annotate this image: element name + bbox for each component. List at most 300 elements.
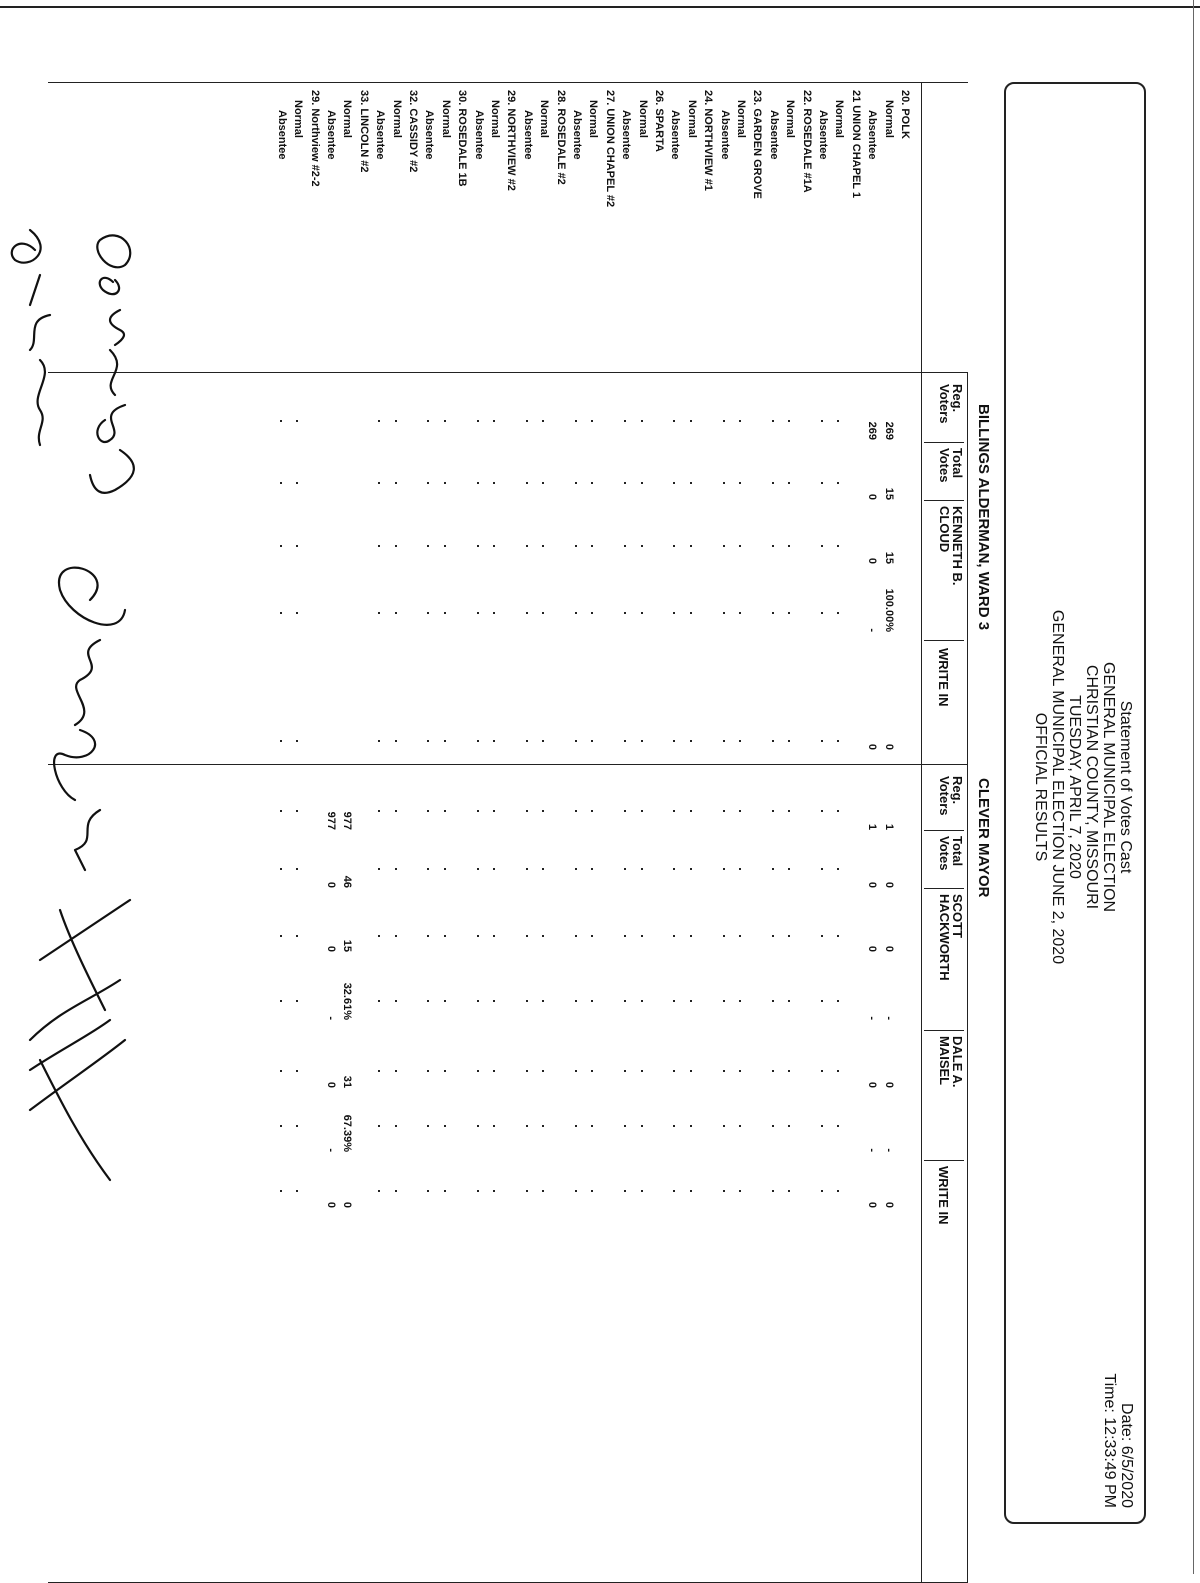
empty-cell-dot: [542, 810, 544, 812]
empty-cell-dot: [673, 740, 675, 742]
empty-cell-dot: [444, 1125, 446, 1127]
empty-cell-dot: [526, 1190, 528, 1192]
empty-cell-dot: [624, 1070, 626, 1072]
empty-cell-dot: [624, 482, 626, 484]
billings-polk-normal-cloud: 15: [882, 551, 895, 564]
precinct-heading: 21 UNION CHAPEL 1: [849, 90, 862, 198]
precinct-subrow-label: Absentee: [767, 110, 780, 160]
empty-cell-dot: [296, 1125, 298, 1127]
empty-cell-dot: [591, 868, 593, 870]
empty-cell-dot: [837, 482, 839, 484]
empty-cell-dot: [772, 868, 774, 870]
empty-cell-dot: [641, 740, 643, 742]
precinct-heading: 30. ROSEDALE 1B: [456, 90, 469, 187]
empty-cell-dot: [673, 935, 675, 937]
empty-cell-dot: [821, 810, 823, 812]
empty-cell-dot: [395, 868, 397, 870]
clever-polk-absentee-total: 0: [866, 881, 879, 888]
empty-cell-dot: [723, 868, 725, 870]
empty-cell-dot: [624, 868, 626, 870]
empty-cell-dot: [641, 545, 643, 547]
empty-cell-dot: [673, 545, 675, 547]
empty-cell-dot: [673, 612, 675, 614]
empty-cell-dot: [772, 1125, 774, 1127]
empty-cell-dot: [395, 810, 397, 812]
billings-polk-absentee-total: 0: [866, 493, 879, 500]
empty-cell-dot: [641, 1000, 643, 1002]
empty-cell-dot: [444, 482, 446, 484]
clever-lincoln-normal-hackworth-pct: 32.61%: [341, 982, 354, 1020]
precinct-subrow-label: Normal: [735, 100, 747, 138]
clever-candidate-hackworth-header: SCOTT HACKWORTH: [937, 894, 965, 981]
clever-polk-normal-maisel-pct: -: [882, 1148, 895, 1152]
clever-lincoln-normal-reg: 977: [341, 811, 354, 830]
empty-cell-dot: [493, 545, 495, 547]
empty-cell-dot: [526, 1070, 528, 1072]
clever-lincoln-absentee-maisel-pct: -: [325, 1148, 337, 1152]
col-sep: [924, 1160, 964, 1161]
precinct-subrow-label: Normal: [882, 100, 895, 138]
empty-cell-dot: [821, 1070, 823, 1072]
empty-cell-dot: [477, 935, 479, 937]
empty-cell-dot: [591, 482, 593, 484]
billings-polk-normal-reg: 269: [882, 421, 895, 440]
empty-cell-dot: [641, 1125, 643, 1127]
clever-polk-absentee-hackworth: 0: [866, 945, 879, 952]
precinct-heading: 20. POLK: [899, 90, 911, 139]
empty-cell-dot: [296, 868, 298, 870]
header-line-4: TUESDAY, APRIL 7, 2020: [1066, 695, 1083, 879]
empty-cell-dot: [739, 810, 741, 812]
precinct-subrow-label: Absentee: [620, 110, 633, 160]
empty-cell-dot: [444, 740, 446, 742]
empty-cell-dot: [526, 612, 528, 614]
empty-cell-dot: [575, 612, 577, 614]
empty-cell-dot: [641, 482, 643, 484]
clever-reg-voters-header: Reg. Voters: [937, 776, 965, 816]
empty-cell-dot: [378, 810, 380, 812]
empty-cell-dot: [575, 1070, 577, 1072]
empty-cell-dot: [493, 740, 495, 742]
clever-polk-normal-total: 0: [882, 881, 895, 888]
empty-cell-dot: [296, 612, 298, 614]
precinct-subrow-label: Absentee: [571, 110, 583, 160]
precinct-subrow-label: Absentee: [521, 110, 534, 160]
empty-cell-dot: [837, 1000, 839, 1002]
precinct-subrow-label: Normal: [685, 100, 698, 138]
empty-cell-dot: [641, 810, 643, 812]
header-top-rule: [967, 372, 968, 1582]
empty-cell-dot: [526, 1000, 528, 1002]
empty-cell-dot: [542, 1000, 544, 1002]
precinct-heading: 32. CASSIDY #2: [407, 90, 419, 173]
empty-cell-dot: [739, 1000, 741, 1002]
clever-polk-absentee-hackworth-pct: -: [866, 1016, 879, 1020]
empty-cell-dot: [526, 1125, 528, 1127]
empty-cell-dot: [591, 740, 593, 742]
empty-cell-dot: [280, 482, 282, 484]
empty-cell-dot: [280, 740, 282, 742]
empty-cell-dot: [444, 1000, 446, 1002]
empty-cell-dot: [837, 868, 839, 870]
empty-cell-dot: [444, 810, 446, 812]
header-line-1: Statement of Votes Cast: [1117, 700, 1134, 874]
empty-cell-dot: [690, 482, 692, 484]
empty-cell-dot: [427, 810, 429, 812]
clever-write-in-header: WRITE IN: [936, 1166, 951, 1225]
empty-cell-dot: [477, 612, 479, 614]
empty-cell-dot: [739, 612, 741, 614]
empty-cell-dot: [788, 1070, 790, 1072]
billings-polk-absentee-cloud-pct: -: [866, 628, 879, 632]
empty-cell-dot: [739, 482, 741, 484]
empty-cell-dot: [591, 1125, 593, 1127]
precinct-heading: 33. LINCOLN #2: [357, 90, 370, 173]
empty-cell-dot: [837, 612, 839, 614]
race-title-clever: CLEVER MAYOR: [975, 778, 992, 898]
empty-cell-dot: [378, 740, 380, 742]
empty-cell-dot: [673, 1000, 675, 1002]
race-divider-1: [48, 372, 968, 373]
clever-candidate-maisel-header: DALE A. MAISEL: [937, 1036, 965, 1088]
empty-cell-dot: [493, 482, 495, 484]
empty-cell-dot: [690, 1070, 692, 1072]
empty-cell-dot: [526, 810, 528, 812]
col-sep: [924, 888, 964, 889]
empty-cell-dot: [723, 1070, 725, 1072]
empty-cell-dot: [575, 420, 577, 422]
billings-polk-absentee-cloud: 0: [866, 557, 879, 564]
empty-cell-dot: [444, 935, 446, 937]
empty-cell-dot: [739, 935, 741, 937]
empty-cell-dot: [772, 810, 774, 812]
empty-cell-dot: [739, 420, 741, 422]
empty-cell-dot: [493, 810, 495, 812]
report-time: Time: 12:33:49 PM: [1101, 1373, 1118, 1508]
empty-cell-dot: [821, 1190, 823, 1192]
clever-lincoln-absentee-maisel: 0: [325, 1081, 337, 1088]
empty-cell-dot: [739, 1125, 741, 1127]
empty-cell-dot: [378, 545, 380, 547]
clever-polk-absentee-maisel-pct: -: [866, 1148, 879, 1152]
empty-cell-dot: [591, 612, 593, 614]
empty-cell-dot: [723, 420, 725, 422]
precinct-subrow-label: Normal: [292, 100, 305, 138]
col-sep: [921, 500, 922, 640]
empty-cell-dot: [395, 935, 397, 937]
empty-cell-dot: [821, 482, 823, 484]
empty-cell-dot: [772, 1070, 774, 1072]
clever-polk-absentee-maisel: 0: [866, 1081, 879, 1088]
empty-cell-dot: [821, 740, 823, 742]
empty-cell-dot: [395, 1000, 397, 1002]
empty-cell-dot: [395, 1125, 397, 1127]
empty-cell-dot: [296, 420, 298, 422]
empty-cell-dot: [821, 420, 823, 422]
clever-lincoln-absentee-total: 0: [325, 881, 337, 888]
empty-cell-dot: [477, 868, 479, 870]
empty-cell-dot: [280, 935, 282, 937]
header-line-6: OFFICIAL RESULTS: [1032, 712, 1049, 862]
empty-cell-dot: [772, 482, 774, 484]
empty-cell-dot: [690, 1000, 692, 1002]
race-divider-2: [48, 764, 968, 765]
empty-cell-dot: [542, 740, 544, 742]
empty-cell-dot: [493, 935, 495, 937]
empty-cell-dot: [821, 545, 823, 547]
empty-cell-dot: [739, 545, 741, 547]
handwritten-signatures: [0, 220, 160, 1220]
empty-cell-dot: [395, 1070, 397, 1072]
header-line-2: GENERAL MUNICIPAL ELECTION: [1100, 661, 1117, 913]
empty-cell-dot: [788, 810, 790, 812]
empty-cell-dot: [837, 740, 839, 742]
billings-polk-absentee-reg: 269: [866, 421, 879, 440]
empty-cell-dot: [542, 868, 544, 870]
empty-cell-dot: [772, 612, 774, 614]
empty-cell-dot: [788, 1190, 790, 1192]
empty-cell-dot: [772, 740, 774, 742]
clever-polk-absentee-reg: 1: [866, 823, 879, 830]
empty-cell-dot: [477, 482, 479, 484]
empty-cell-dot: [280, 868, 282, 870]
clever-polk-normal-writein: 0: [882, 1201, 895, 1208]
billings-candidate-cloud-header: KENNETH B. CLOUD: [937, 506, 965, 586]
empty-cell-dot: [772, 545, 774, 547]
empty-cell-dot: [575, 1190, 577, 1192]
clever-lincoln-normal-writein: 0: [341, 1201, 354, 1208]
empty-cell-dot: [378, 420, 380, 422]
empty-cell-dot: [723, 482, 725, 484]
precinct-heading: 22. ROSEDALE #1A: [800, 90, 813, 193]
clever-lincoln-normal-total: 46: [341, 875, 354, 888]
empty-cell-dot: [837, 1070, 839, 1072]
empty-cell-dot: [280, 1070, 282, 1072]
empty-cell-dot: [624, 1000, 626, 1002]
empty-cell-dot: [427, 482, 429, 484]
precinct-heading: 29. NORTHVIEW #2: [505, 90, 518, 191]
clever-lincoln-normal-maisel-pct: 67.39%: [341, 1114, 354, 1152]
empty-cell-dot: [723, 1125, 725, 1127]
billings-polk-normal-total: 15: [882, 487, 895, 500]
precinct-heading: 23. GARDEN GROVE: [751, 90, 764, 199]
empty-cell-dot: [591, 420, 593, 422]
empty-cell-dot: [575, 935, 577, 937]
precinct-subrow-label: Normal: [784, 100, 797, 138]
precinct-subrow-label: Absentee: [718, 110, 731, 160]
empty-cell-dot: [526, 420, 528, 422]
empty-cell-dot: [772, 935, 774, 937]
empty-cell-dot: [444, 420, 446, 422]
precinct-subrow-label: Absentee: [275, 110, 288, 160]
empty-cell-dot: [788, 740, 790, 742]
header-line-5: GENERAL MUNICIPAL ELECTION JUNE 2, 2020: [1049, 609, 1066, 965]
empty-cell-dot: [673, 482, 675, 484]
empty-cell-dot: [821, 1000, 823, 1002]
empty-cell-dot: [772, 1000, 774, 1002]
empty-cell-dot: [673, 420, 675, 422]
empty-cell-dot: [477, 810, 479, 812]
empty-cell-dot: [788, 420, 790, 422]
empty-cell-dot: [624, 740, 626, 742]
col-sep: [924, 640, 964, 641]
empty-cell-dot: [296, 1070, 298, 1072]
clever-lincoln-absentee-reg: 977: [325, 811, 337, 830]
clever-polk-normal-hackworth: 0: [882, 945, 895, 952]
empty-cell-dot: [673, 868, 675, 870]
billings-polk-normal-writein: 0: [882, 743, 895, 750]
precinct-heading: 26. SPARTA: [653, 90, 665, 152]
empty-cell-dot: [477, 740, 479, 742]
clever-polk-normal-hackworth-pct: -: [882, 1016, 895, 1020]
precinct-subrow-label: Absentee: [325, 110, 337, 160]
empty-cell-dot: [641, 420, 643, 422]
billings-reg-voters-header: Reg. Voters: [937, 384, 965, 424]
clever-polk-normal-maisel: 0: [882, 1081, 895, 1088]
precinct-subrow-label: Normal: [390, 100, 403, 138]
empty-cell-dot: [624, 1190, 626, 1192]
empty-cell-dot: [477, 1070, 479, 1072]
empty-cell-dot: [690, 1125, 692, 1127]
empty-cell-dot: [837, 1190, 839, 1192]
precinct-subrow-label: Normal: [538, 100, 551, 138]
empty-cell-dot: [526, 868, 528, 870]
empty-cell-dot: [591, 810, 593, 812]
empty-cell-dot: [427, 740, 429, 742]
col-sep: [924, 830, 964, 831]
empty-cell-dot: [296, 545, 298, 547]
empty-cell-dot: [477, 545, 479, 547]
empty-cell-dot: [280, 1190, 282, 1192]
empty-cell-dot: [526, 482, 528, 484]
empty-cell-dot: [624, 810, 626, 812]
empty-cell-dot: [641, 1070, 643, 1072]
precinct-heading: 29. Northview #2-2: [308, 90, 321, 187]
empty-cell-dot: [296, 1000, 298, 1002]
precinct-subrow-label: Absentee: [866, 110, 879, 160]
empty-cell-dot: [772, 1190, 774, 1192]
precinct-subrow-label: Normal: [439, 100, 452, 138]
empty-cell-dot: [493, 1125, 495, 1127]
empty-cell-dot: [378, 1190, 380, 1192]
clever-lincoln-absentee-hackworth-pct: -: [325, 1016, 337, 1020]
empty-cell-dot: [690, 420, 692, 422]
empty-cell-dot: [641, 612, 643, 614]
empty-cell-dot: [575, 740, 577, 742]
empty-cell-dot: [542, 420, 544, 422]
precinct-subrow-label: Absentee: [472, 110, 485, 160]
precinct-heading: 24. NORTHVIEW #1: [702, 90, 715, 191]
empty-cell-dot: [493, 1070, 495, 1072]
empty-cell-dot: [591, 1000, 593, 1002]
empty-cell-dot: [395, 482, 397, 484]
empty-cell-dot: [477, 1190, 479, 1192]
empty-cell-dot: [591, 935, 593, 937]
empty-cell-dot: [427, 935, 429, 937]
empty-cell-dot: [280, 545, 282, 547]
empty-cell-dot: [542, 1125, 544, 1127]
empty-cell-dot: [542, 1070, 544, 1072]
precinct-subrow-label: Normal: [587, 100, 600, 138]
empty-cell-dot: [575, 810, 577, 812]
empty-cell-dot: [395, 740, 397, 742]
empty-cell-dot: [378, 868, 380, 870]
table-left-rule: [48, 82, 968, 83]
col-sep: [924, 500, 964, 501]
empty-cell-dot: [395, 1190, 397, 1192]
empty-cell-dot: [788, 868, 790, 870]
precinct-subrow-label: Absentee: [669, 110, 682, 160]
empty-cell-dot: [575, 482, 577, 484]
clever-lincoln-normal-maisel: 31: [341, 1075, 354, 1088]
empty-cell-dot: [690, 810, 692, 812]
empty-cell-dot: [280, 1125, 282, 1127]
empty-cell-dot: [739, 1070, 741, 1072]
empty-cell-dot: [526, 740, 528, 742]
billings-total-votes-header: Total Votes: [937, 448, 965, 483]
empty-cell-dot: [821, 1125, 823, 1127]
empty-cell-dot: [739, 740, 741, 742]
empty-cell-dot: [542, 545, 544, 547]
empty-cell-dot: [378, 612, 380, 614]
empty-cell-dot: [723, 612, 725, 614]
empty-cell-dot: [641, 935, 643, 937]
empty-cell-dot: [690, 545, 692, 547]
empty-cell-dot: [723, 1190, 725, 1192]
empty-cell-dot: [575, 545, 577, 547]
empty-cell-dot: [427, 612, 429, 614]
empty-cell-dot: [821, 935, 823, 937]
empty-cell-dot: [296, 740, 298, 742]
empty-cell-dot: [542, 1190, 544, 1192]
empty-cell-dot: [673, 1070, 675, 1072]
empty-cell-dot: [591, 1190, 593, 1192]
clever-polk-absentee-writein: 0: [866, 1201, 879, 1208]
empty-cell-dot: [493, 1000, 495, 1002]
billings-polk-normal-cloud-pct: 100.00%: [882, 588, 895, 632]
empty-cell-dot: [673, 810, 675, 812]
empty-cell-dot: [723, 935, 725, 937]
empty-cell-dot: [837, 420, 839, 422]
empty-cell-dot: [444, 545, 446, 547]
empty-cell-dot: [378, 1000, 380, 1002]
empty-cell-dot: [739, 868, 741, 870]
empty-cell-dot: [837, 935, 839, 937]
empty-cell-dot: [772, 420, 774, 422]
empty-cell-dot: [378, 1070, 380, 1072]
billings-polk-absentee-writein: 0: [866, 743, 879, 750]
empty-cell-dot: [575, 1000, 577, 1002]
empty-cell-dot: [378, 935, 380, 937]
precinct-subrow-label: Normal: [636, 100, 649, 138]
empty-cell-dot: [837, 1125, 839, 1127]
empty-cell-dot: [542, 935, 544, 937]
empty-cell-dot: [673, 1125, 675, 1127]
empty-cell-dot: [280, 420, 282, 422]
empty-cell-dot: [575, 1125, 577, 1127]
empty-cell-dot: [395, 545, 397, 547]
empty-cell-dot: [427, 1125, 429, 1127]
empty-cell-dot: [493, 1190, 495, 1192]
empty-cell-dot: [624, 420, 626, 422]
empty-cell-dot: [788, 545, 790, 547]
empty-cell-dot: [821, 868, 823, 870]
empty-cell-dot: [526, 935, 528, 937]
precinct-heading: 27. UNION CHAPEL #2: [603, 90, 616, 208]
precinct-subrow-label: Normal: [489, 100, 501, 138]
col-sep: [924, 442, 964, 443]
empty-cell-dot: [690, 612, 692, 614]
